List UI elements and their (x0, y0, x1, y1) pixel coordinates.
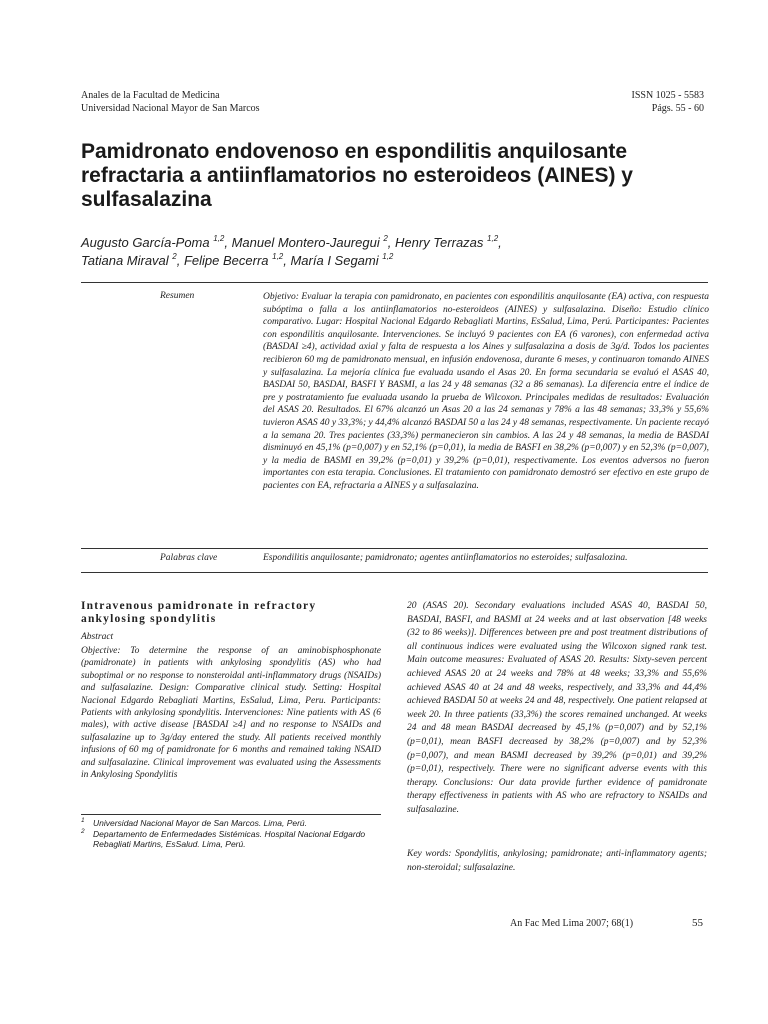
english-keywords: Key words: Spondylitis, ankylosing; pamidronate; anti-inflammatory agents; non-steroidal; sulfasalazine. (407, 849, 707, 873)
page-number: 55 (692, 917, 703, 929)
abstract-right-column: 20 (ASAS 20). Secondary evaluations included ASAS 40, BASDAI 50, BASDAI, BASFI, and BASMI at 24 weeks and at last observation [48 weeks (32 to 86 weeks)]. Differences between pre and post treatment distributions of all continuous indices were evaluated using the Wilcoxon signed rank test. Main outcome measures: Evaluated of ASAS 20. Results: Sixty-seven percent achieved ASAS 20 at 24 weeks and 78% at 48 weeks; 33,3% and 55,6% achieved ASAS 40 at 24 and 48 weeks, respectively, and 33,3% and 44,4% achieved BASDAI 50 at weeks 24 and 48, respectively. One patient relapsed at week 20. In three patients (33,3%) the scores remained unchanged. At weeks 24 and 48 mean BASDAI decreased by 45,1% (p=0,007) and by 52,1% (p=0,01), mean BASFI decreased by 38,2% (p=0,007) and by 52,3% (p=0,007), and mean BASMI decreased by 39,2% (p=0,01) and 39,2% (p=0,01), respectively. There were no significant adverse events with this therapy. Conclusions: Our data provide further evidence of pamidronate therapy effectiveness in patients with AS who are refractory to NSAIDs and sulfasalazine. (407, 601, 707, 815)
affiliation-sup: 1,2 (213, 234, 225, 243)
article-title: Pamidronato endovenoso en espondilitis anquilosante refractaria a antiinflamatorios no esteroideos (AINES) y sulfasalazina (81, 140, 633, 211)
journal-header (81, 89, 260, 115)
english-title: Intravenous pamidronate in refractory ankylosing spondylitis (81, 600, 317, 625)
affiliation-sup: 1,2 (487, 234, 499, 243)
author: , María I Segami (283, 253, 383, 268)
university-name: Universidad Nacional Mayor de San Marcos (81, 103, 260, 114)
affiliation-sup: 2 (383, 234, 388, 243)
footnote-text: Universidad Nacional Mayor de San Marcos. Lima, Perú. (93, 818, 308, 828)
resumen-text: Objetivo: Evaluar la terapia con pamidronato, en pacientes con espondilitis anquilosante (EA) activa, con respuesta subóptima o falla a los antiinflamatorios no-esteroideos (AINES) y sulfasalazina. Diseño: Estudio clínico comparativo. Lugar: Hospital Nacional Edgardo Rebagliati Martins, EsSalud, Lima, Perú. Participantes: Pacientes con espondilitis anquilosante. Intervenciones. Se incluyó 9 pacientes con EA (6 varones), con enfermedad activa (BASDAI ≥4), actividad axial y falta de respuesta a los Aines y sulfasalazina a dosis de 3g/d. Todos los pacientes recibieron 60 mg de pamidronato mensual, en infusión endovenosa, durante 6 meses, y continuaron tomando AINES y sulfasalazina. La mejoría clínica fue evaluada usando el Asas 20. En forma secundaria se evaluó el ASAS 40, BASDAI 50, BASDAI, BASFI Y BASMI, a las 24 y 48 semanas (32 a 86 semanas). La diferencia entre el índice de pre y postratamiento fue evaluada usando la prueba de Wilcoxon. Principales medidas de resultados: Evaluación del ASAS 20. Resultados. El 67% alcanzó un Asas 20 a las 24 semanas y 78% a las 48 semanas; 33,3% y 55,6% tuvieron ASAS 40 y 33,3%; y 44,4% alcanzó BASDAI 50 a las 24 y 48 semanas, respectivamente. Un paciente recayó a la semana 20. Tres pacientes (33,3%) permanecieron sin cambios. A las 24 y 48 semanas, la media de BASDAI disminuyó en 45,1% (p=0,007) y en 52,1% (p=0,01), la media de BASFI en 38,2% (p=0,007) y en 52,3% (p=0,007), y la media de BASMI en 39,2% (p=0,01) y 39,2% (p=0,01), respectivamente. Los eventos adversos no fueron importantes con esta terapia. Conclusiones. El tratamiento con pamidronato demostró ser efectivo en este grupo de pacientes con EA, refractaria a AINES y a sulfasalazina. (263, 292, 709, 491)
footer-citation: An Fac Med Lima 2007; 68(1) (510, 918, 634, 929)
footnotes (81, 818, 391, 850)
footnote (81, 818, 391, 829)
journal-name: Anales de la Facultad de Medicina (81, 90, 220, 101)
author-line-1 (81, 234, 701, 252)
affiliation-sup: 2 (172, 252, 177, 261)
affiliation-sup: 1,2 (382, 252, 394, 261)
footnote-text: Departamento de Enfermedades Sistémicas. Hospital Nacional Edgardo Rebagliati Martins, EsSalud. Lima, Perú. (93, 828, 366, 849)
divider-top (81, 282, 708, 283)
footnote-divider (81, 814, 381, 815)
divider-middle (81, 548, 708, 549)
footnote-number: 2 (81, 827, 85, 835)
abstract-left-column: Objective: To determine the response of an aminobisphosphonate (pamidronate) in patients with ankylosing spondylitis (AS) who had suboptimal or no response to nonsteroidal anti-inflammatory drugs (NSAIDs) and sulfasalazine. Design: Comparative clinical study. Setting: Hospital Nacional Edgardo Rebagliati Martins, EsSalud, Lima, Peru. Participants: Patients with ankylosing spondylitis. Intervenciones: Nine patients with AS (6 males), with active disease [BASDAI ≥4] and no response to NSAIDs and sulfasalazine up to 3g/day entered the study. All patients received monthly infusions of 60 mg of pamidronate for 6 months and remained taking NSAID and sulfasalazine. Clinical improvement was evaluated using the Assessments in Ankylosing Spondylitis (81, 646, 381, 781)
palabras-clave-label: Palabras clave (160, 553, 218, 563)
issn-block (631, 89, 704, 115)
author: , Felipe Becerra (176, 253, 273, 268)
affiliation-sup: 1,2 (272, 252, 284, 261)
author: Tatiana Miraval (81, 253, 173, 268)
footnote (81, 829, 391, 850)
palabras-clave-text: Espondilitis anquilosante; pamidronato; agentes antiinflamatorios no esteroides; sulfasalozina. (263, 553, 628, 563)
footnote-number: 1 (81, 817, 85, 824)
issn: ISSN 1025 - 5583 (631, 90, 704, 101)
author: Augusto García-Poma (81, 235, 214, 250)
divider-bottom (81, 572, 708, 573)
abstract-label: Abstract (81, 632, 114, 642)
author-list (81, 234, 701, 270)
author-separator: , (498, 235, 502, 250)
page-range: Págs. 55 - 60 (651, 103, 704, 114)
author: , Manuel Montero-Jauregui (224, 235, 384, 250)
resumen-label: Resumen (160, 291, 195, 301)
author: , Henry Terrazas (387, 235, 488, 250)
author-line-2 (81, 252, 701, 270)
